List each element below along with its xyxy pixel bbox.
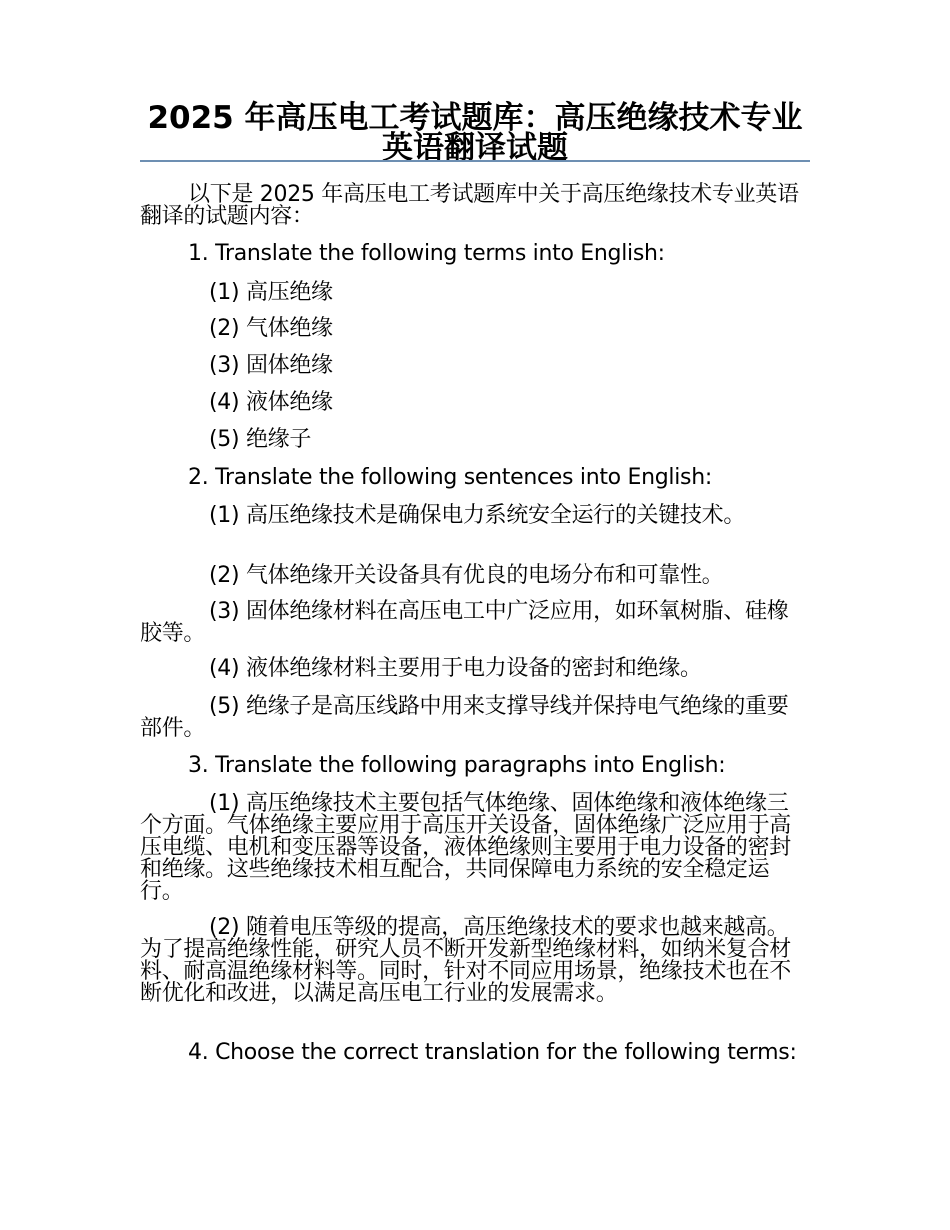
- section-1-heading: 1. Translate the following terms into English:: [188, 241, 665, 266]
- title-underline: [140, 160, 810, 162]
- section-3-heading: 3. Translate the following paragraphs into English:: [188, 753, 726, 778]
- intro-paragraph: 以下是 2025 年高压电工考试题库中关于高压绝缘技术专业英语翻译的试题内容：: [140, 182, 799, 229]
- section-2-item: (2) 气体绝缘开关设备具有优良的电场分布和可靠性。: [209, 563, 724, 588]
- section-1-item: (4) 液体绝缘: [209, 390, 333, 415]
- section-2-item: (3) 固体绝缘材料在高压电工中广泛应用，如环氧树脂、硅橡胶等。: [140, 599, 789, 646]
- section-2-item: (5) 绝缘子是高压线路中用来支撑导线并保持电气绝缘的重要部件。: [140, 694, 789, 741]
- section-2-item: (4) 液体绝缘材料主要用于电力设备的密封和绝缘。: [209, 656, 702, 681]
- section-2-heading: 2. Translate the following sentences into English:: [188, 465, 712, 490]
- section-1-item: (1) 高压绝缘: [209, 280, 333, 305]
- section-1-item: (3) 固体绝缘: [209, 353, 333, 378]
- section-1-item: (5) 绝缘子: [209, 427, 312, 452]
- section-3-paragraph: (2) 随着电压等级的提高，高压绝缘技术的要求也越来越高。为了提高绝缘性能，研究人员不断开发新型绝缘材料，如纳米复合材料、耐高温绝缘材料等。同时，针对不同应用场景，绝缘技术也在不断优化和改进，以满足高压电工行业的发展需求。: [140, 915, 792, 1006]
- section-4-heading: 4. Choose the correct translation for the following terms:: [188, 1040, 797, 1065]
- section-3-paragraph: (1) 高压绝缘技术主要包括气体绝缘、固体绝缘和液体绝缘三个方面。气体绝缘主要应用于高压开关设备，固体绝缘广泛应用于高压电缆、电机和变压器等设备，液体绝缘则主要用于电力设备的密封和绝缘。这些绝缘技术相互配合，共同保障电力系统的安全稳定运行。: [140, 791, 792, 904]
- section-1-item: (2) 气体绝缘: [209, 316, 333, 341]
- document-title: 2025 年高压电工考试题库：高压绝缘技术专业英语翻译试题: [147, 100, 803, 166]
- section-2-item: (1) 高压绝缘技术是确保电力系统安全运行的关键技术。: [209, 503, 746, 528]
